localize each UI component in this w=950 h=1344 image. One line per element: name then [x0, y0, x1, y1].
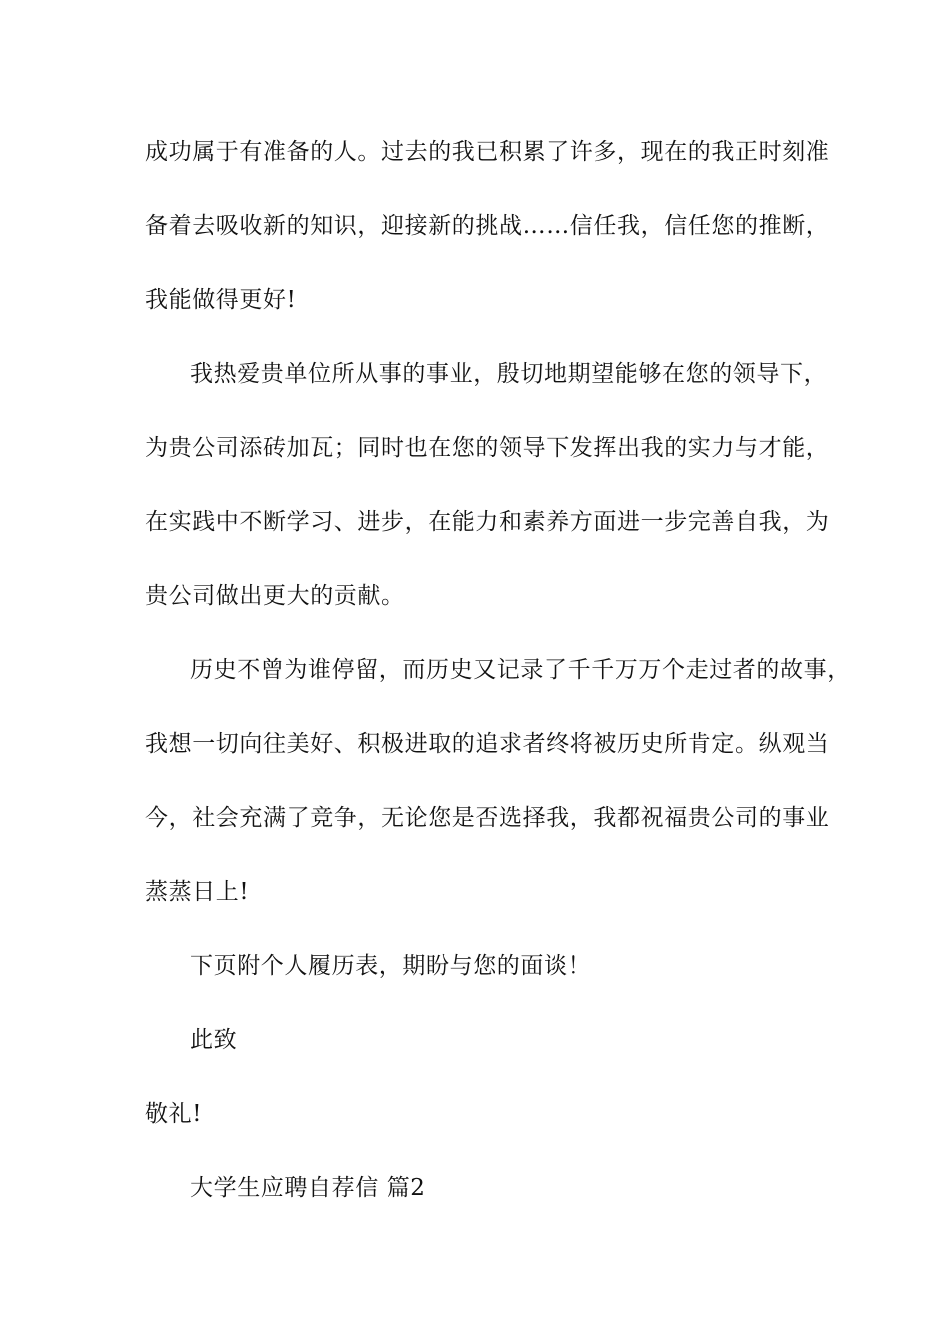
paragraph-line: 为贵公司添砖加瓦；同时也在您的领导下发挥出我的实力与才能， — [145, 435, 830, 461]
paragraph-line: 今，社会充满了竞争，无论您是否选择我，我都祝福贵公司的事业 — [145, 805, 830, 831]
closing-salutation: 此致 — [190, 1027, 238, 1053]
section-heading: 大学生应聘自荐信 篇2 — [190, 1175, 426, 1201]
paragraph-line: 成功属于有准备的人。过去的我已积累了许多，现在的我正时刻准 — [145, 139, 830, 165]
paragraph-line: 贵公司做出更大的贡献。 — [145, 583, 405, 609]
paragraph-line: 我热爱贵单位所从事的事业，殷切地期望能够在您的领导下， — [190, 361, 828, 387]
paragraph-line: 备着去吸收新的知识，迎接新的挑战……信任我，信任您的推断， — [145, 213, 830, 239]
paragraph-line: 在实践中不断学习、进步，在能力和素养方面进一步完善自我，为 — [145, 509, 830, 535]
paragraph-line: 历史不曾为谁停留，而历史又记录了千千万万个走过者的故事， — [190, 657, 851, 683]
paragraph-line: 蒸蒸日上! — [145, 879, 250, 905]
paragraph-line: 我想一切向往美好、积极进取的追求者终将被历史所肯定。纵观当 — [145, 731, 830, 757]
closing-regards: 敬礼! — [145, 1101, 203, 1127]
paragraph-line: 我能做得更好! — [145, 287, 297, 313]
paragraph-line: 下页附个人履历表，期盼与您的面谈！ — [190, 953, 592, 979]
